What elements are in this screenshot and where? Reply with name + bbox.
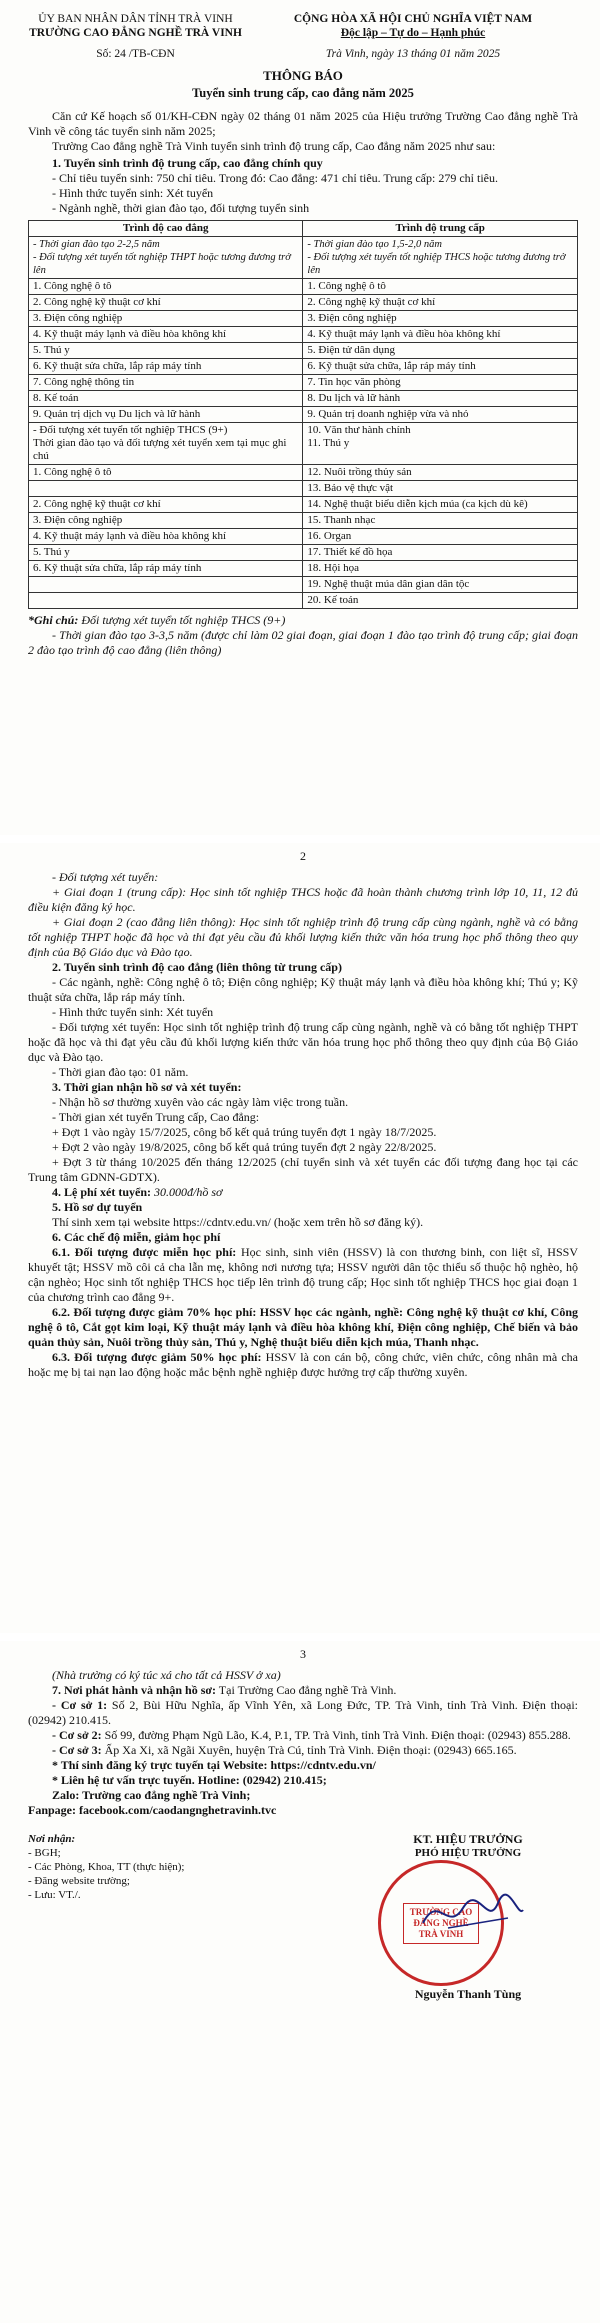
campus-3 [28, 1743, 578, 1758]
table-cell-college: - Đối tượng xét tuyển tốt nghiệp THCS (9+) Thời gian đào tạo và đối tượng xét tuyển xem tại mục ghi chú [29, 423, 303, 465]
reference-line [28, 48, 578, 60]
campus-1-text: Số 2, Bùi Hữu Nghĩa, ấp Vĩnh Yên, xã Long Đức, TP. Trà Vinh, tỉnh Trà Vinh. Điện thoại: (02942) 210.415. [28, 1698, 578, 1727]
recipients-block [28, 1832, 288, 2002]
fanpage-line: Fanpage: facebook.com/caodangnghetravinh.tvc [28, 1803, 277, 1817]
table-cell-intermediate: 15. Thanh nhạc [303, 513, 578, 529]
page-number-2: 2 [300, 849, 306, 863]
table-cell-college: 4. Kỹ thuật máy lạnh và điều hòa không khí [29, 327, 303, 343]
table-row [29, 545, 578, 561]
page-number-3: 3 [300, 1647, 306, 1661]
document-header [28, 0, 578, 40]
issue-date: Trà Vinh, ngày 13 tháng 01 năm 2025 [325, 48, 501, 60]
sheet-page-3 [0, 1641, 600, 2323]
table-row [29, 561, 578, 577]
table-cell-college [29, 593, 303, 609]
table-row [29, 359, 578, 375]
p2-para-10: + Đợt 1 vào ngày 15/7/2025, công bố kết quả trúng tuyển đợt 1 ngày 18/7/2025. [52, 1125, 437, 1139]
table-cell-college: 2. Công nghệ kỹ thuật cơ khí [29, 295, 303, 311]
reduce50-label: 6.3. Đối tượng được giảm 50% học phí: [52, 1350, 262, 1364]
campus-2-label: - Cơ sở 2: [52, 1728, 102, 1742]
hotline-line: * Liên hệ tư vấn trực tuyến. Hotline: (02942) 210.415; [52, 1773, 327, 1787]
recipient-item: - Các Phòng, Khoa, TT (thực hiện); [28, 1861, 185, 1873]
table-cell-college: 2. Công nghệ kỹ thuật cơ khí [29, 497, 303, 513]
table-row [29, 481, 578, 497]
table-cell-intermediate: 4. Kỹ thuật máy lạnh và điều hòa không khí [303, 327, 578, 343]
section-1-heading: 1. Tuyển sinh trình độ trung cấp, cao đẳng chính quy [52, 156, 323, 170]
section-1-line-3: - Ngành nghề, thời gian đào tạo, đối tượng tuyển sinh [52, 201, 310, 215]
signer-block [358, 1832, 578, 2002]
table-row [29, 497, 578, 513]
signer-subtitle: PHÓ HIỆU TRƯỞNG [414, 1847, 522, 1859]
table-cell-college: 3. Điện công nghiệp [29, 311, 303, 327]
campus-1-label: - Cơ sở 1: [52, 1698, 108, 1712]
table-cell-intermediate: 8. Du lịch và lữ hành [303, 391, 578, 407]
table-row [29, 343, 578, 359]
p2-para-11: + Đợt 2 vào ngày 19/8/2025, công bố kết quả trúng tuyển đợt 2 ngày 22/8/2025. [52, 1140, 437, 1154]
p2-para-13: Thí sinh xem tại website https://cdntv.edu.vn/ (hoặc xem trên hồ sơ đăng ký). [52, 1215, 424, 1229]
p2-para-6: - Đối tượng xét tuyển: Học sinh tốt nghiệp trình độ trung cấp cùng ngành, nghề và có bằng tốt nghiệp THPT hoặc đã học và thi đạt yêu cầu đủ khối lượng kiến thức văn hóa trung học phổ thông theo quy định của Bộ Giáo dục và Đào tạo. [28, 1020, 578, 1064]
section-3-heading: 3. Thời gian nhận hồ sơ và xét tuyển: [52, 1080, 242, 1094]
p2-para-7: - Thời gian đào tạo: 01 năm. [52, 1065, 189, 1079]
table-cell-intermediate: 16. Organ [303, 529, 578, 545]
section-4-heading: 4. Lệ phí xét tuyển: [52, 1185, 151, 1199]
issuer-school: TRƯỜNG CAO ĐẲNG NGHỀ TRÀ VINH [29, 27, 242, 39]
recipient-item: - Đăng website trường; [28, 1875, 130, 1887]
table-cell-intermediate: 7. Tin học văn phòng [303, 375, 578, 391]
table-cell-intermediate: 9. Quản trị doanh nghiệp vừa và nhỏ [303, 407, 578, 423]
intro-paragraph-2: Trường Cao đẳng nghề Trà Vinh tuyển sinh trình độ trung cấp, Cao đẳng năm 2025 như sau: [52, 139, 496, 153]
table-row [29, 375, 578, 391]
table-cell-intermediate: 19. Nghệ thuật múa dân gian dân tộc [303, 577, 578, 593]
table-cell-college: 3. Điện công nghiệp [29, 513, 303, 529]
p2-para-5: - Hình thức tuyển sinh: Xét tuyển [52, 1005, 214, 1019]
table-cell-intermediate: 12. Nuôi trồng thủy sản [303, 465, 578, 481]
table-cell-intermediate: 20. Kế toán [303, 593, 578, 609]
section-7-heading: 7. Nơi phát hành và nhận hồ sơ: [52, 1683, 217, 1697]
programs-table [28, 220, 578, 609]
table-row [29, 327, 578, 343]
note-label: *Ghi chú: [28, 613, 79, 627]
document-title: THÔNG BÁO [263, 68, 343, 83]
table-row [29, 295, 578, 311]
table-cell-college: 8. Kế toán [29, 391, 303, 407]
section-6-heading: 6. Các chế độ miễn, giảm học phí [52, 1230, 221, 1244]
recipient-item: - BGH; [28, 1847, 61, 1859]
table-cell-college: 5. Thú y [29, 343, 303, 359]
table-cell-intermediate: 17. Thiết kế đồ họa [303, 545, 578, 561]
table-note-college: - Thời gian đào tạo 2-2,5 năm - Đối tượng xét tuyển tốt nghiệp THPT hoặc tương đương trở lên [29, 237, 303, 279]
campus-3-text: Ấp Xa Xi, xã Ngãi Xuyên, huyện Trà Cú, tỉnh Trà Vinh. Điện thoại: (02943) 665.165. [101, 1743, 517, 1757]
table-row [29, 407, 578, 423]
table-row [29, 577, 578, 593]
section-5-heading: 5. Hồ sơ dự tuyển [52, 1200, 143, 1214]
p2-para-4: - Các ngành, nghề: Công nghệ ô tô; Điện công nghiệp; Kỹ thuật máy lạnh và điều hòa không khí; Thú y; Kỹ thuật sửa chữa, lắp ráp máy tính. [28, 975, 578, 1004]
table-row [29, 279, 578, 295]
table-note-intermediate: - Thời gian đào tạo 1,5-2,0 năm - Đối tượng xét tuyển tốt nghiệp THCS hoặc tương đương trở lên [303, 237, 578, 279]
table-cell-intermediate: 13. Bảo vệ thực vật [303, 481, 578, 497]
intro-paragraph-1: Căn cứ Kế hoạch số 01/KH-CĐN ngày 02 tháng 01 năm 2025 của Hiệu trưởng Trường Cao đẳng nghề Trà Vinh về công tác tuyển sinh năm 2025; [28, 109, 578, 138]
note-line-2: - Thời gian đào tạo 3-3,5 năm (được chỉ làm 02 giai đoạn, giai đoạn 1 đào tạo trình độ trung cấp; giai đoạn 2 đào tạo trình độ cao đẳng (liên thông) [28, 628, 578, 657]
table-cell-college: 1. Công nghệ ô tô [29, 465, 303, 481]
p2-para-15 [28, 1305, 578, 1350]
table-header-intermediate: Trình độ trung cấp [303, 221, 578, 237]
national-name: CỘNG HÒA XÃ HỘI CHỦ NGHĨA VIỆT NAM [293, 13, 533, 25]
table-cell-intermediate: 5. Điện tử dân dụng [303, 343, 578, 359]
table-cell-college: 6. Kỹ thuật sửa chữa, lắp ráp máy tính [29, 359, 303, 375]
table-header-college: Trình độ cao đẳng [29, 221, 303, 237]
table-row [29, 593, 578, 609]
p2-para-16 [28, 1350, 578, 1380]
stamp-text: TRƯỜNG CAO ĐẲNG NGHỀ TRÀ VINH [403, 1903, 479, 1944]
table-cell-intermediate: 1. Công nghệ ô tô [303, 279, 578, 295]
table-cell-college: 5. Thú y [29, 545, 303, 561]
p2-para-14 [28, 1245, 578, 1305]
sheet-page-1 [0, 0, 600, 835]
table-cell-intermediate: 14. Nghệ thuật biểu diễn kịch múa (ca kịch dù kê) [303, 497, 578, 513]
recipient-item: - Lưu: VT./. [28, 1889, 81, 1901]
section-7-line [28, 1683, 578, 1698]
table-cell-intermediate: 6. Kỹ thuật sửa chữa, lắp ráp máy tính [303, 359, 578, 375]
table-cell-intermediate: 2. Công nghệ kỹ thuật cơ khí [303, 295, 578, 311]
table-body [29, 279, 578, 609]
section-7-value: Tại Trường Cao đẳng nghề Trà Vinh. [216, 1683, 397, 1697]
issuer-block [28, 12, 243, 40]
table-cell-college: 1. Công nghệ ô tô [29, 279, 303, 295]
p2-para-9: - Thời gian xét tuyển Trung cấp, Cao đẳng: [52, 1110, 260, 1124]
table-cell-college [29, 481, 303, 497]
p2-para-12: + Đợt 3 từ tháng 10/2025 đến tháng 12/2025 (chỉ tuyển sinh và xét tuyển các đối tượng đang học tại các Trung tâm GDNN-GDTX). [28, 1155, 578, 1184]
campus-2 [28, 1728, 578, 1743]
sheet-page-2 [0, 843, 600, 1633]
exempt-text: Học sinh, sinh viên (HSSV) là con thương binh, con liệt sĩ, HSSV khuyết tật; HSSV mồ côi cả cha lẫn mẹ, không nơi nương tựa; HSSV người dân tộc thiểu số thuộc hộ nghèo, hộ cận nghèo; Học sinh tốt nghiệp THCS học tiếp lên trình độ trung cấp; Học sinh tốt nghiệp THCS học giai đoạn 1 của chương trình cao đẳng 9+. [28, 1245, 578, 1304]
handwritten-signature [418, 1888, 528, 1938]
section-1-line-1: - Chỉ tiêu tuyển sinh: 750 chỉ tiêu. Trong đó: Cao đẳng: 471 chỉ tiêu. Trung cấp: 279 chỉ tiêu. [52, 171, 498, 185]
campus-1 [28, 1698, 578, 1728]
table-row [29, 311, 578, 327]
table-row [29, 529, 578, 545]
table-row [29, 513, 578, 529]
fee-value: 30.000đ/hồ sơ [151, 1185, 223, 1199]
table-cell-college: 9. Quản trị dịch vụ Du lịch và lữ hành [29, 407, 303, 423]
table-cell-intermediate: 18. Hội họa [303, 561, 578, 577]
section-2-heading: 2. Tuyển sinh trình độ cao đẳng (liên thông từ trung cấp) [52, 960, 342, 974]
table-cell-college: 7. Công nghệ thông tin [29, 375, 303, 391]
reference-number: Số: 24 /TB-CĐN [96, 48, 175, 60]
table-cell-intermediate: 10. Văn thư hành chính 11. Thú y [303, 423, 578, 465]
signer-title: KT. HIỆU TRƯỞNG [413, 1832, 523, 1846]
note-line-1 [28, 613, 578, 628]
campus-2-text: Số 99, đường Phạm Ngũ Lão, K.4, P.1, TP. Trà Vinh, tỉnh Trà Vinh. Điện thoại: (02943) 855.288. [101, 1728, 571, 1742]
dorm-note: (Nhà trường có ký túc xá cho tất cả HSSV ở xa) [52, 1668, 281, 1682]
reduce70-label: 6.2. Đối tượng được giảm 70% học phí: [52, 1305, 257, 1319]
recipients-title: Nơi nhận: [28, 1833, 76, 1845]
section-4-line [28, 1185, 578, 1200]
p2-para-8: - Nhận hồ sơ thường xuyên vào các ngày làm việc trong tuần. [52, 1095, 349, 1109]
campus-3-label: - Cơ sở 3: [52, 1743, 102, 1757]
document-subtitle: Tuyển sinh trung cấp, cao đẳng năm 2025 [192, 86, 414, 100]
p2-para-2: + Giai đoạn 1 (trung cấp): Học sinh tốt nghiệp THCS hoặc đã hoàn thành chương trình lớp 10, 11, 12 đủ điều kiện đăng ký học. [28, 885, 578, 914]
section-1-line-2: - Hình thức tuyển sinh: Xét tuyển [52, 186, 214, 200]
signature-area [28, 1832, 578, 2002]
table-cell-college: 6. Kỹ thuật sửa chữa, lắp ráp máy tính [29, 561, 303, 577]
national-motto: Độc lập – Tự do – Hạnh phúc [340, 27, 486, 39]
table-cell-college: 4. Kỹ thuật máy lạnh và điều hòa không khí [29, 529, 303, 545]
table-row [29, 423, 578, 465]
p2-para-3: + Giai đoạn 2 (cao đẳng liên thông): Học sinh tốt nghiệp trình độ trung cấp cùng ngành, nghề và có bằng tốt nghiệp THPT hoặc đã học và thi đạt yêu cầu đủ khối lượng kiến thức văn hóa trung học phổ thông theo quy định của Bộ Giáo dục và Đào tạo. [28, 915, 578, 959]
table-cell-intermediate: 3. Điện công nghiệp [303, 311, 578, 327]
table-row [29, 465, 578, 481]
table-row [29, 391, 578, 407]
p2-para-1: - Đối tượng xét tuyển: [52, 870, 159, 884]
website-line: * Thí sinh đăng ký trực tuyến tại Website: https://cdntv.edu.vn/ [52, 1758, 376, 1772]
signer-name: Nguyễn Thanh Tùng [414, 1987, 522, 2001]
note-text-1: Đối tượng xét tuyển tốt nghiệp THCS (9+) [78, 613, 286, 627]
reduce50-text: HSSV là con cán bộ, công chức, viên chức, công nhân mà cha hoặc mẹ bị tai nạn lao động hoặc mắc bệnh nghề nghiệp được hưởng trợ cấp thường xuyên. [28, 1350, 578, 1379]
national-motto-block [248, 12, 578, 40]
reduce70-text: HSSV học các ngành, nghề: Công nghệ kỹ thuật cơ khí, Công nghệ ô tô, Cắt gọt kim loại, Kỹ thuật máy lạnh và điều hòa không khí, Điện công nghiệp, Chế biến và bảo quản thủy sản, Nuôi trồng thủy sản, Thú y, Nghệ thuật biểu diễn kịch múa, Thanh nhạc. [28, 1305, 579, 1349]
exempt-label: 6.1. Đối tượng được miễn học phí: [52, 1245, 237, 1259]
issuer-authority: ỦY BAN NHÂN DÂN TỈNH TRÀ VINH [38, 13, 233, 25]
zalo-line: Zalo: Trường cao đẳng nghề Trà Vinh; [52, 1788, 251, 1802]
table-cell-college [29, 577, 303, 593]
